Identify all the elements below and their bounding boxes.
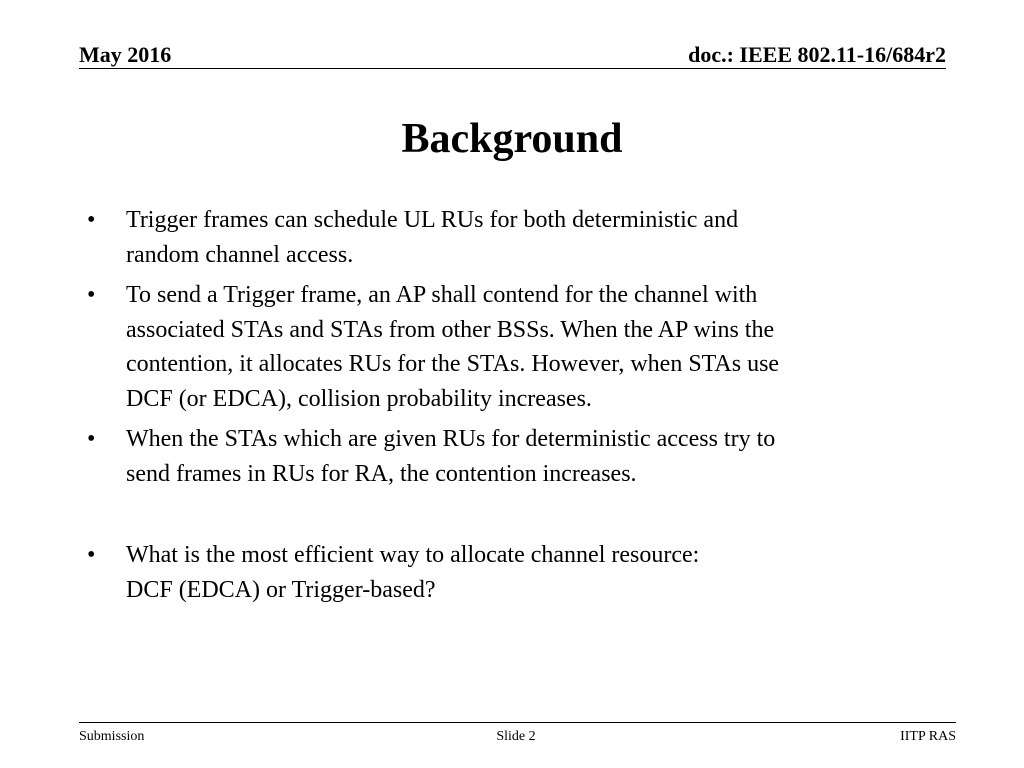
bullet-line: DCF (or EDCA), collision probability increases. <box>126 385 592 412</box>
bullet-line: Trigger frames can schedule UL RUs for both deterministic and <box>126 207 739 233</box>
header-divider <box>79 68 946 69</box>
bullet-marker: • <box>87 542 96 568</box>
bullet-list <box>0 203 1024 607</box>
slide-title: Background <box>401 116 623 162</box>
header-doc-id: doc.: IEEE 802.11-16/684r2 <box>688 42 946 67</box>
bullet-line: associated STAs and STAs from other BSSs. When the AP wins the <box>126 316 775 343</box>
bullet-line: random channel access. <box>126 241 354 268</box>
bullet-marker: • <box>87 426 96 452</box>
bullet-line: send frames in RUs for RA, the contention increases. <box>126 460 637 487</box>
bullet-item <box>0 203 916 272</box>
bullet-line: DCF (EDCA) or Trigger-based? <box>126 576 436 603</box>
footer-divider <box>79 722 956 723</box>
bullet-item <box>0 538 916 607</box>
bullet-marker: • <box>87 207 96 233</box>
bullet-line: What is the most efficient way to allocate channel resource: <box>126 542 700 568</box>
header-date: May 2016 <box>79 42 172 67</box>
footer-organization: IITP RAS <box>900 729 956 744</box>
bullet-item <box>0 278 916 416</box>
bullet-line: contention, it allocates RUs for the STAs. However, when STAs use <box>126 351 780 377</box>
bullet-line: When the STAs which are given RUs for deterministic access try to <box>126 426 776 452</box>
footer-submission: Submission <box>79 729 145 744</box>
footer-slide-number: Slide 2 <box>496 729 536 744</box>
bullet-item <box>0 422 916 491</box>
bullet-marker: • <box>87 282 96 308</box>
bullet-line: To send a Trigger frame, an AP shall contend for the channel with <box>126 282 758 308</box>
